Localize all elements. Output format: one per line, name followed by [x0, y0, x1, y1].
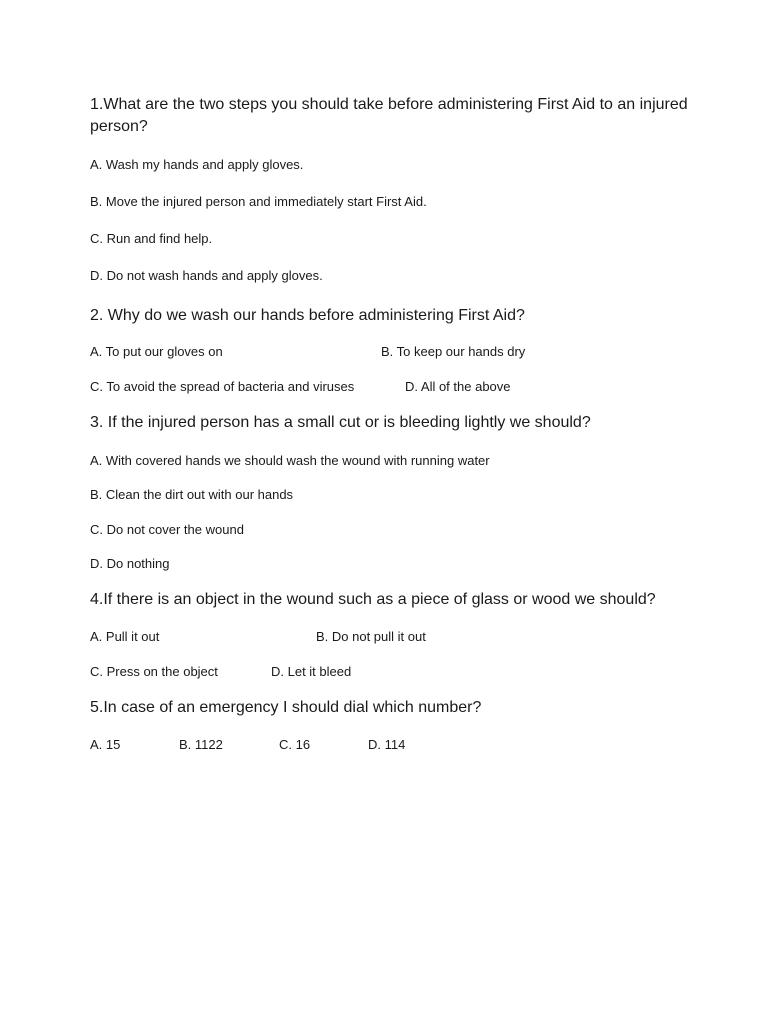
q3-option-b: B. Clean the dirt out with our hands [90, 487, 294, 502]
q5-option-b: B. 1122 [179, 737, 223, 752]
q2-option-c: C. To avoid the spread of bacteria and viruses [90, 379, 355, 394]
q4-option-a: A. Pull it out [90, 629, 160, 644]
q5-option-a: A. 15 [90, 737, 121, 752]
q3-option-a: A. With covered hands we should wash the wound with running water [90, 453, 490, 468]
q3-option-c: C. Do not cover the wound [90, 522, 244, 537]
q1-option-a: A. Wash my hands and apply gloves. [90, 157, 304, 172]
q4-option-d: D. Let it bleed [271, 664, 352, 679]
q2-option-b: B. To keep our hands dry [381, 344, 526, 359]
q3-option-d: D. Do nothing [90, 556, 170, 571]
q5-option-c: C. 16 [279, 737, 311, 752]
q2-option-d: D. All of the above [405, 379, 511, 394]
question-5-text: 5.In case of an emergency I should dial which number? [90, 699, 482, 716]
q4-option-b: B. Do not pull it out [316, 629, 426, 644]
question-3-text: 3. If the injured person has a small cut or is bleeding lightly we should? [90, 414, 591, 431]
q5-option-d: D. 114 [368, 737, 406, 752]
q2-option-a: A. To put our gloves on [90, 344, 223, 359]
q1-option-b: B. Move the injured person and immediately start First Aid. [90, 194, 427, 209]
question-1-text: 1.What are the two steps you should take before administering First Aid to an injured person? [90, 96, 688, 135]
question-2-text: 2. Why do we wash our hands before administering First Aid? [90, 307, 525, 324]
q1-option-c: C. Run and find help. [90, 231, 213, 246]
q1-option-d: D. Do not wash hands and apply gloves. [90, 268, 323, 283]
q4-option-c: C. Press on the object [90, 664, 218, 679]
question-4-text: 4.If there is an object in the wound such as a piece of glass or wood we should? [90, 591, 656, 608]
